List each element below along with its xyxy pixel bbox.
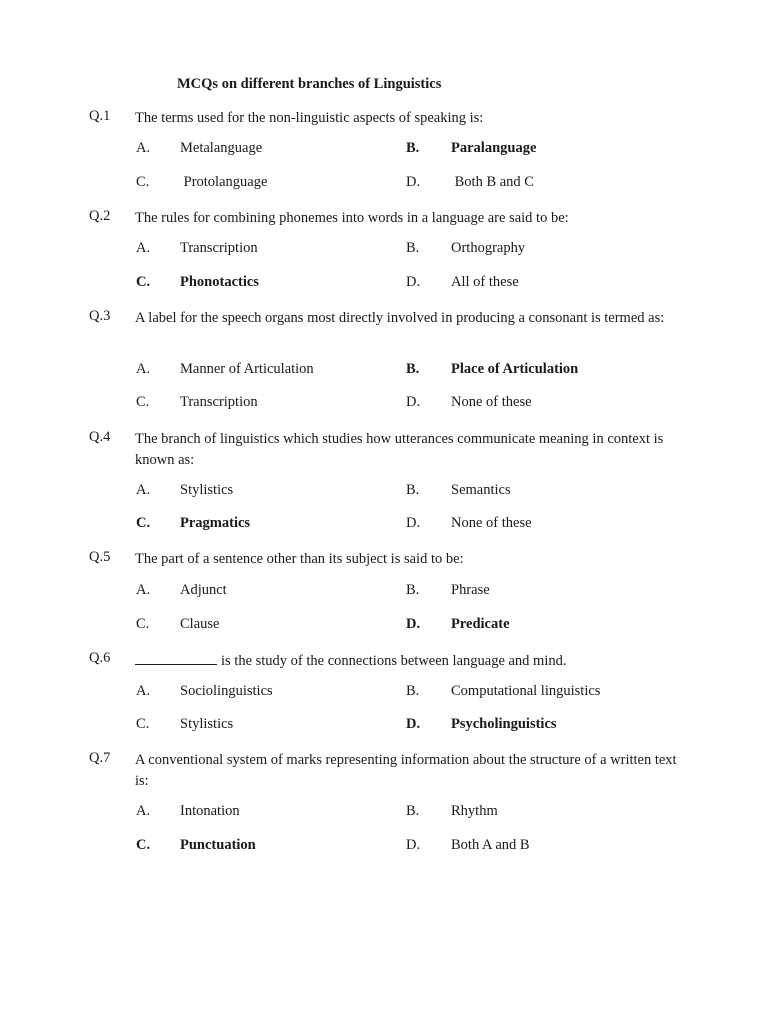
option-letter: D. xyxy=(406,174,421,190)
fill-in-blank xyxy=(135,650,217,665)
option-text-correct: Punctuation xyxy=(180,837,256,853)
option-text-correct: Phonotactics xyxy=(180,274,259,290)
question-text: A conventional system of marks representing information about the structure of a written text is: xyxy=(135,752,677,789)
option-letter: D. xyxy=(406,616,421,632)
option-text: Rhythm xyxy=(451,803,498,819)
option-text: Phrase xyxy=(451,582,490,598)
option-letter: A. xyxy=(136,482,151,498)
question-number: Q.7 xyxy=(89,750,111,766)
option-text: Protolanguage xyxy=(180,174,268,190)
option-text-correct: Place of Articulation xyxy=(451,361,579,377)
option-text-correct: Pragmatics xyxy=(180,515,251,531)
option-letter: C. xyxy=(136,716,150,732)
option-letter: C. xyxy=(136,515,151,531)
option-text: All of these xyxy=(451,274,519,290)
option-text: Intonation xyxy=(180,803,240,819)
question-number: Q.3 xyxy=(89,308,111,324)
option-text: Transcription xyxy=(180,394,258,410)
option-text: Stylistics xyxy=(180,482,234,498)
option-letter: D. xyxy=(406,716,421,732)
option-text: Manner of Articulation xyxy=(180,361,314,377)
option-letter: C. xyxy=(136,394,150,410)
question-number: Q.1 xyxy=(89,108,111,124)
option-letter: C. xyxy=(136,616,150,632)
option-letter: B. xyxy=(406,683,420,699)
option-text: Clause xyxy=(180,616,220,632)
question-number: Q.5 xyxy=(89,549,111,565)
document-title: MCQs on different branches of Linguistics xyxy=(177,76,442,92)
option-letter: B. xyxy=(406,240,420,256)
option-letter: D. xyxy=(406,515,421,531)
option-letter: A. xyxy=(136,240,151,256)
option-letter: C. xyxy=(136,837,151,853)
option-letter: B. xyxy=(406,803,420,819)
question-text: The terms used for the non-linguistic aspects of speaking is: xyxy=(135,110,484,126)
option-text: Stylistics xyxy=(180,716,234,732)
option-letter: B. xyxy=(406,140,420,156)
option-letter: A. xyxy=(136,361,151,377)
question-text: The rules for combining phonemes into words in a language are said to be: xyxy=(135,210,569,226)
option-text-correct: Paralanguage xyxy=(451,140,537,156)
question-number: Q.6 xyxy=(89,650,111,666)
option-letter: A. xyxy=(136,683,151,699)
option-letter: A. xyxy=(136,140,151,156)
question-text: The branch of linguistics which studies how utterances communicate meaning in context is known as: xyxy=(135,431,664,468)
option-letter: B. xyxy=(406,361,420,377)
option-text: Sociolinguistics xyxy=(180,683,273,699)
option-text: Orthography xyxy=(451,240,526,256)
option-letter: C. xyxy=(136,274,151,290)
option-text: Metalanguage xyxy=(180,140,263,156)
option-letter: A. xyxy=(136,582,151,598)
option-letter: D. xyxy=(406,394,421,410)
option-text-correct: Predicate xyxy=(451,616,510,632)
option-text: Semantics xyxy=(451,482,511,498)
option-letter: D. xyxy=(406,274,421,290)
option-text: None of these xyxy=(451,515,532,531)
option-text: Computational linguistics xyxy=(451,683,601,699)
question-number: Q.2 xyxy=(89,208,111,224)
option-text: None of these xyxy=(451,394,532,410)
option-text: Adjunct xyxy=(180,582,227,598)
option-text-correct: Psycholinguistics xyxy=(451,716,557,732)
option-text: Both A and B xyxy=(451,837,530,853)
option-letter: B. xyxy=(406,582,420,598)
question-text: The part of a sentence other than its subject is said to be: xyxy=(135,551,464,567)
question-text: A label for the speech organs most directly involved in producing a consonant is termed as: xyxy=(135,310,665,326)
option-letter: D. xyxy=(406,837,421,853)
option-letter: A. xyxy=(136,803,151,819)
option-letter: C. xyxy=(136,174,150,190)
option-text: Both B and C xyxy=(451,174,534,190)
question-text xyxy=(135,650,680,672)
option-letter: B. xyxy=(406,482,420,498)
question-text-content: is the study of the connections between language and mind. xyxy=(221,653,567,669)
question-number: Q.4 xyxy=(89,429,111,445)
option-text: Transcription xyxy=(180,240,258,256)
